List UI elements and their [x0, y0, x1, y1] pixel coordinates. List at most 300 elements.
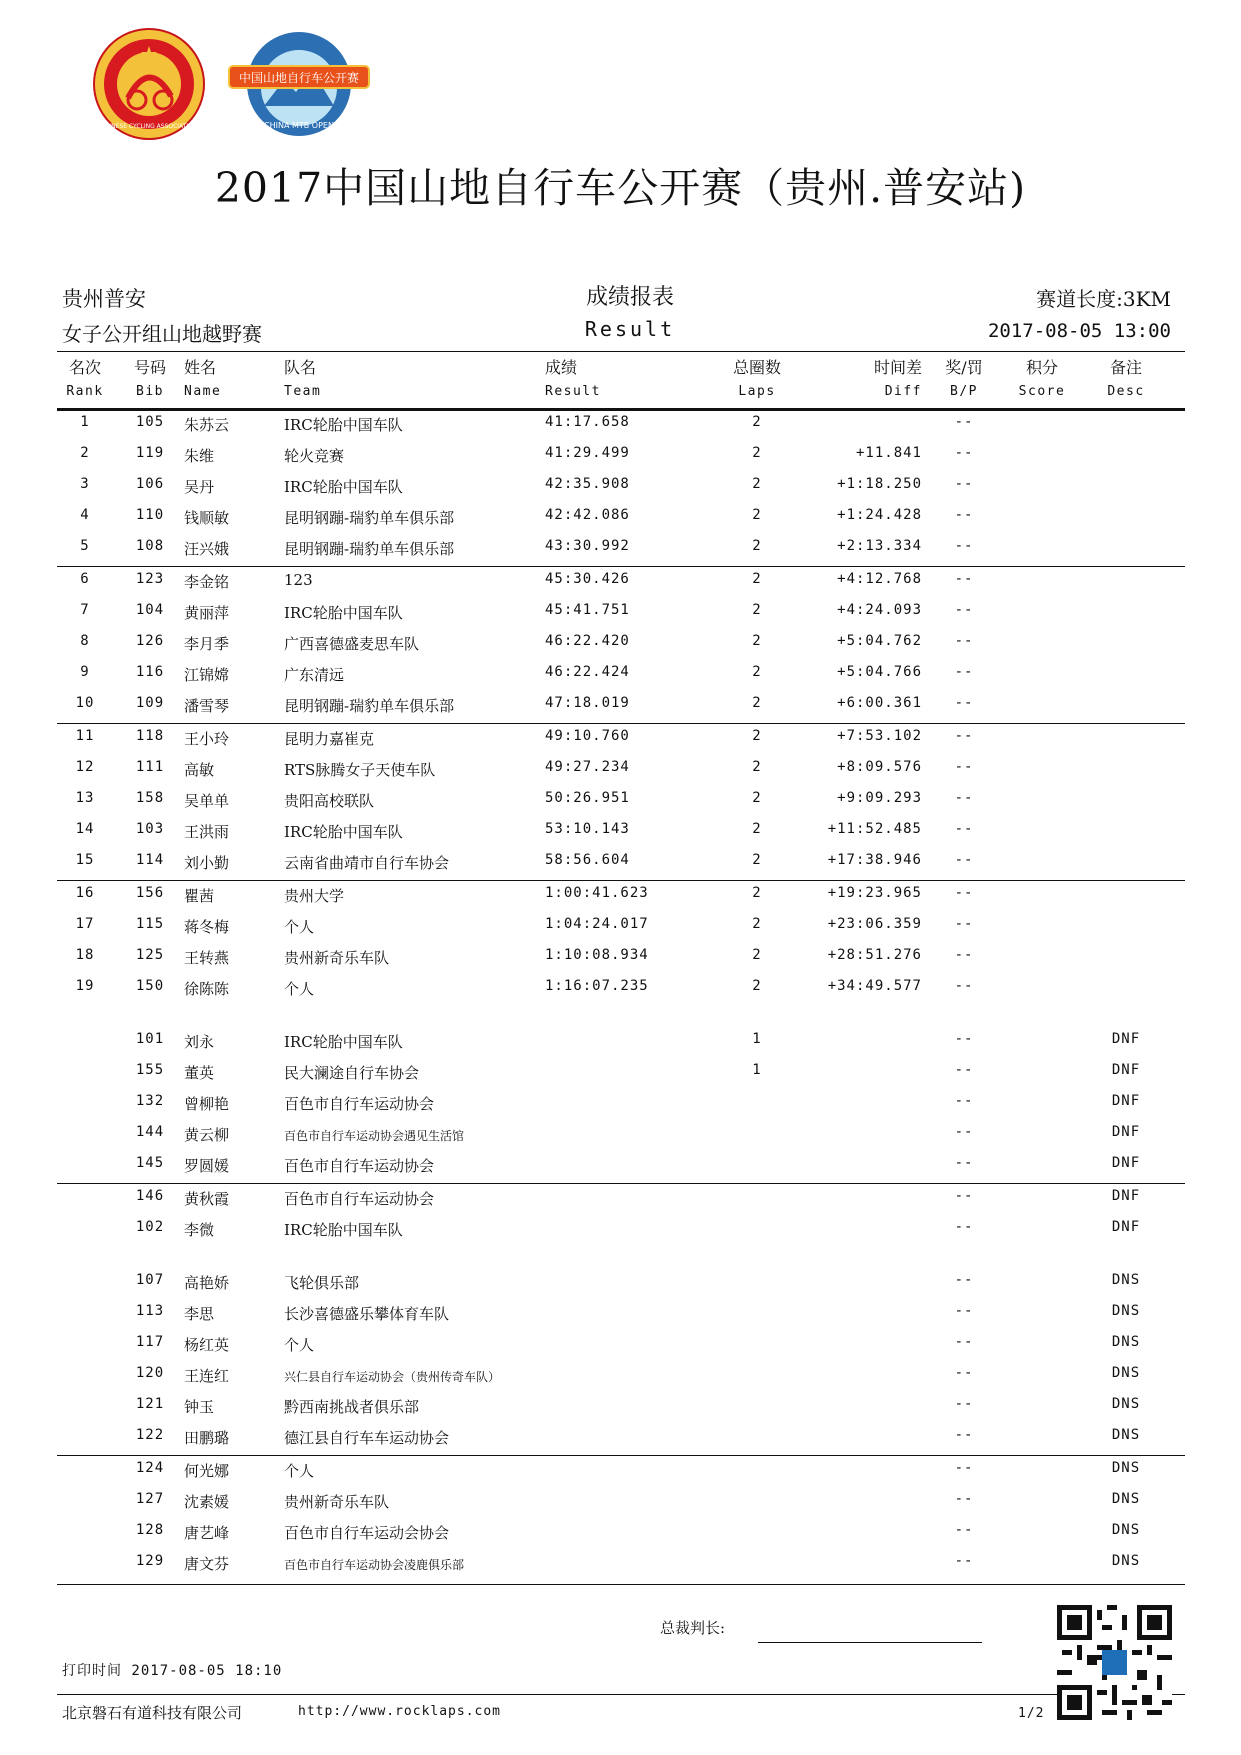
cell-laps: 2	[752, 728, 762, 744]
cell-result: 43:30.992	[545, 538, 630, 554]
table-row	[0, 1215, 1241, 1246]
cell-team: 长沙喜德盛乐攀体育车队	[284, 1305, 450, 1323]
cell-bp: --	[954, 759, 974, 775]
cell-bib: 104	[135, 602, 165, 618]
cell-bp: --	[954, 852, 974, 868]
cell-desc: DNS	[1111, 1272, 1141, 1288]
cell-laps: 2	[752, 885, 762, 901]
cell-team: 贵州新奇乐车队	[284, 949, 390, 967]
cell-diff: +4:12.768	[837, 571, 922, 587]
cell-name: 吴丹	[184, 478, 215, 496]
table-row	[0, 410, 1241, 441]
cell-desc: DNF	[1111, 1219, 1141, 1235]
cell-bib: 132	[135, 1093, 165, 1109]
cell-result: 42:35.908	[545, 476, 630, 492]
cell-rank: 9	[80, 664, 90, 680]
cell-result: 46:22.424	[545, 664, 630, 680]
cell-diff: +5:04.762	[837, 633, 922, 649]
cell-rank: 16	[75, 885, 95, 901]
cell-result: 1:04:24.017	[545, 916, 649, 932]
cell-name: 杨红英	[184, 1336, 230, 1354]
cell-bp: --	[954, 1219, 974, 1235]
cell-laps: 2	[752, 633, 762, 649]
cell-rank: 1	[80, 414, 90, 430]
cell-bp: --	[954, 1522, 974, 1538]
chief-judge-label: 总裁判长:	[660, 1619, 726, 1637]
cell-bp: --	[954, 916, 974, 932]
cell-bp: --	[954, 1188, 974, 1204]
cell-bib: 121	[135, 1396, 165, 1412]
cell-bib: 126	[135, 633, 165, 649]
cell-bib: 118	[135, 728, 165, 744]
column-header-diff-en: Diff	[884, 384, 922, 399]
cell-diff: +4:24.093	[837, 602, 922, 618]
cell-desc: DNF	[1111, 1124, 1141, 1140]
cell-name: 李月季	[184, 635, 230, 653]
cell-bp: --	[954, 414, 974, 430]
cell-bib: 108	[135, 538, 165, 554]
cell-bib: 125	[135, 947, 165, 963]
cell-name: 钟玉	[184, 1398, 215, 1416]
cell-bp: --	[954, 1334, 974, 1350]
cell-bp: --	[954, 1062, 974, 1078]
column-header-rank-cn: 名次	[68, 358, 101, 377]
cell-desc: DNS	[1111, 1460, 1141, 1476]
cell-team: IRC轮胎中国车队	[284, 416, 403, 434]
cell-name: 曾柳艳	[184, 1095, 230, 1113]
cell-bp: --	[954, 947, 974, 963]
cell-desc: DNF	[1111, 1031, 1141, 1047]
cell-rank: 18	[75, 947, 95, 963]
table-row	[0, 943, 1241, 974]
cell-result: 1:16:07.235	[545, 978, 649, 994]
cell-diff: +1:18.250	[837, 476, 922, 492]
cell-name: 刘小勤	[184, 854, 230, 872]
cell-name: 王小玲	[184, 730, 230, 748]
table-row	[0, 1549, 1241, 1580]
cell-bib: 120	[135, 1365, 165, 1381]
cell-laps: 2	[752, 790, 762, 806]
cell-result: 41:17.658	[545, 414, 630, 430]
cell-team: 个人	[284, 980, 315, 998]
logo-left-text: CHINESE CYCLING ASSOCIATION	[100, 123, 198, 130]
cell-name: 蒋冬梅	[184, 918, 230, 936]
cell-rank: 10	[75, 695, 95, 711]
column-header-team-cn: 队名	[284, 358, 317, 377]
cell-rank: 15	[75, 852, 95, 868]
cell-name: 吴单单	[184, 792, 230, 810]
cell-name: 朱苏云	[184, 416, 230, 434]
cell-team: 兴仁县自行车运动协会（贵州传奇车队）	[284, 1370, 501, 1384]
cell-desc: DNS	[1111, 1427, 1141, 1443]
table-row	[0, 817, 1241, 848]
page-title: 2017中国山地自行车公开赛（贵州.普安站)	[214, 164, 1027, 212]
cell-name: 李金铭	[184, 573, 230, 591]
report-title-en: Result	[584, 317, 676, 341]
cell-name: 高艳娇	[184, 1274, 230, 1292]
cell-team: 云南省曲靖市自行车协会	[284, 854, 450, 872]
cell-laps: 2	[752, 571, 762, 587]
cell-laps: 1	[752, 1031, 762, 1047]
cell-diff: +2:13.334	[837, 538, 922, 554]
cell-laps: 2	[752, 445, 762, 461]
cell-bp: --	[954, 1491, 974, 1507]
cell-rank: 8	[80, 633, 90, 649]
cell-bp: --	[954, 538, 974, 554]
cell-laps: 1	[752, 1062, 762, 1078]
table-row	[0, 472, 1241, 503]
cell-team: 昆明钢蹦-瑞豹单车俱乐部	[284, 540, 455, 558]
cell-team: 个人	[284, 918, 315, 936]
cell-bp: --	[954, 885, 974, 901]
cell-diff: +17:38.946	[827, 852, 922, 868]
cell-bp: --	[954, 507, 974, 523]
cell-rank: 5	[80, 538, 90, 554]
cell-desc: DNS	[1111, 1522, 1141, 1538]
cell-rank: 12	[75, 759, 95, 775]
cell-bib: 123	[135, 571, 165, 587]
cell-desc: DNS	[1111, 1553, 1141, 1569]
cell-team: IRC轮胎中国车队	[284, 604, 403, 622]
cell-bib: 105	[135, 414, 165, 430]
cell-laps: 2	[752, 538, 762, 554]
table-row	[0, 1151, 1241, 1182]
cell-laps: 2	[752, 602, 762, 618]
cell-result: 45:41.751	[545, 602, 630, 618]
cell-rank: 3	[80, 476, 90, 492]
cell-team: 个人	[284, 1336, 315, 1354]
cell-result: 49:10.760	[545, 728, 630, 744]
cell-diff: +6:00.361	[837, 695, 922, 711]
cell-rank: 19	[75, 978, 95, 994]
cell-bib: 122	[135, 1427, 165, 1443]
event-location: 贵州普安	[62, 287, 146, 311]
cell-bib: 129	[135, 1553, 165, 1569]
cell-name: 王连红	[184, 1367, 230, 1385]
cell-bp: --	[954, 1365, 974, 1381]
cell-result: 1:00:41.623	[545, 885, 649, 901]
table-row	[0, 660, 1241, 691]
table-row	[0, 1184, 1241, 1215]
website-link[interactable]: http://www.rocklaps.com	[298, 1704, 502, 1719]
table-row	[0, 1330, 1241, 1361]
column-header-desc-en: Desc	[1107, 384, 1145, 399]
cell-laps: 2	[752, 414, 762, 430]
cell-bib: 144	[135, 1124, 165, 1140]
cell-team: 百色市自行车运动协会	[284, 1157, 435, 1175]
cell-bib: 110	[135, 507, 165, 523]
cell-team: IRC轮胎中国车队	[284, 1221, 403, 1239]
cell-bp: --	[954, 1093, 974, 1109]
cell-bib: 155	[135, 1062, 165, 1078]
cell-team: 贵阳高校联队	[284, 792, 375, 810]
cell-diff: +28:51.276	[827, 947, 922, 963]
cell-bib: 145	[135, 1155, 165, 1171]
cell-laps: 2	[752, 759, 762, 775]
cell-team: IRC轮胎中国车队	[284, 478, 403, 496]
cell-rank: 14	[75, 821, 95, 837]
cell-team: 轮火竞赛	[284, 447, 345, 465]
cell-laps: 2	[752, 947, 762, 963]
column-header-bib-cn: 号码	[133, 358, 166, 377]
column-header-result-en: Result	[545, 384, 601, 399]
table-row	[0, 974, 1241, 1005]
cell-laps: 2	[752, 695, 762, 711]
column-header-bib-en: Bib	[136, 384, 164, 399]
cell-desc: DNF	[1111, 1155, 1141, 1171]
table-row	[0, 1392, 1241, 1423]
cell-rank: 13	[75, 790, 95, 806]
logo-right-text: 中国山地自行车公开赛	[238, 71, 360, 85]
table-bottom-rule	[57, 1584, 1185, 1585]
cell-diff: +5:04.766	[837, 664, 922, 680]
column-header-bp-en: B/P	[950, 384, 978, 399]
cell-bp: --	[954, 1155, 974, 1171]
column-header-laps-cn: 总圈数	[732, 358, 781, 377]
cell-team: 昆明钢蹦-瑞豹单车俱乐部	[284, 509, 455, 527]
cell-diff: +34:49.577	[827, 978, 922, 994]
cell-name: 高敏	[184, 761, 215, 779]
cell-rank: 17	[75, 916, 95, 932]
table-row	[0, 1423, 1241, 1454]
cell-rank: 7	[80, 602, 90, 618]
cell-desc: DNF	[1111, 1093, 1141, 1109]
cell-bib: 113	[135, 1303, 165, 1319]
cell-team: 百色市自行车运动协会遇见生活馆	[284, 1129, 465, 1143]
table-top-rule	[57, 351, 1185, 352]
cell-name: 董英	[184, 1064, 215, 1082]
cell-bib: 128	[135, 1522, 165, 1538]
table-row	[0, 1268, 1241, 1299]
table-row	[0, 503, 1241, 534]
cell-desc: DNS	[1111, 1334, 1141, 1350]
cell-bib: 117	[135, 1334, 165, 1350]
cell-team: 百色市自行车运动协会	[284, 1190, 435, 1208]
cell-bp: --	[954, 1553, 974, 1569]
cell-bp: --	[954, 1031, 974, 1047]
cell-team: 广东清远	[284, 666, 345, 684]
cell-diff: +8:09.576	[837, 759, 922, 775]
column-header-score-cn: 积分	[1025, 358, 1058, 377]
cell-name: 罗圆媛	[184, 1157, 230, 1175]
cell-bp: --	[954, 445, 974, 461]
cell-bp: --	[954, 695, 974, 711]
cell-desc: DNF	[1111, 1062, 1141, 1078]
cell-name: 沈素媛	[184, 1493, 230, 1511]
cell-bp: --	[954, 1396, 974, 1412]
table-row	[0, 724, 1241, 755]
cell-team: 广西喜德盛麦思车队	[284, 635, 420, 653]
cell-bib: 158	[135, 790, 165, 806]
cell-name: 朱维	[184, 447, 215, 465]
cell-team: 百色市自行车运动协会	[284, 1095, 435, 1113]
cell-name: 徐陈陈	[184, 980, 230, 998]
cell-name: 王转燕	[184, 949, 230, 967]
cell-bp: --	[954, 790, 974, 806]
table-row	[0, 567, 1241, 598]
cell-rank: 11	[75, 728, 95, 744]
cell-name: 李思	[184, 1305, 215, 1323]
cell-bib: 127	[135, 1491, 165, 1507]
table-row	[0, 629, 1241, 660]
cell-bp: --	[954, 821, 974, 837]
cell-name: 何光娜	[184, 1462, 230, 1480]
cell-name: 江锦嫦	[184, 666, 230, 684]
cell-team: 百色市自行车运动协会凌鹿俱乐部	[284, 1558, 465, 1572]
cell-name: 汪兴娥	[184, 540, 230, 558]
cell-laps: 2	[752, 852, 762, 868]
cell-diff: +7:53.102	[837, 728, 922, 744]
cell-bib: 156	[135, 885, 165, 901]
table-row	[0, 1120, 1241, 1151]
cell-name: 黄秋霞	[184, 1190, 230, 1208]
column-header-team-en: Team	[284, 384, 322, 399]
column-header-name-en: Name	[184, 384, 222, 399]
column-header-score-en: Score	[1018, 384, 1066, 399]
column-header-desc-cn: 备注	[1109, 358, 1142, 377]
cell-bib: 109	[135, 695, 165, 711]
logo-right-subtext: CHINA MTB OPEN	[264, 121, 334, 130]
cell-bp: --	[954, 571, 974, 587]
cell-name: 李微	[184, 1221, 215, 1239]
cell-team: 黔西南挑战者俱乐部	[284, 1398, 420, 1416]
print-time: 打印时间 2017-08-05 18:10	[62, 1663, 283, 1679]
cell-bib: 106	[135, 476, 165, 492]
cell-name: 田鹏璐	[184, 1429, 230, 1447]
cell-bib: 114	[135, 852, 165, 868]
cell-bp: --	[954, 1124, 974, 1140]
company-name: 北京磐石有道科技有限公司	[62, 1704, 243, 1722]
cell-team: RTS脉腾女子天使车队	[284, 761, 436, 779]
cell-name: 黄丽萍	[184, 604, 230, 622]
cell-team: 昆明钢蹦-瑞豹单车俱乐部	[284, 697, 455, 715]
table-row	[0, 881, 1241, 912]
table-row	[0, 1058, 1241, 1089]
cell-desc: DNS	[1111, 1365, 1141, 1381]
column-header-bp-cn: 奖/罚	[945, 358, 983, 377]
cell-desc: DNS	[1111, 1491, 1141, 1507]
cell-name: 刘永	[184, 1033, 215, 1051]
cell-result: 53:10.143	[545, 821, 630, 837]
table-row	[0, 1487, 1241, 1518]
cell-name: 黄云柳	[184, 1126, 230, 1144]
table-row	[0, 1089, 1241, 1120]
event-category: 女子公开组山地越野赛	[62, 322, 262, 346]
cell-result: 45:30.426	[545, 571, 630, 587]
cell-bp: --	[954, 728, 974, 744]
table-row	[0, 1299, 1241, 1330]
page-number: 1/2	[1018, 1706, 1045, 1721]
cell-desc: DNS	[1111, 1396, 1141, 1412]
cell-diff: +19:23.965	[827, 885, 922, 901]
cell-team: 贵州新奇乐车队	[284, 1493, 390, 1511]
table-row	[0, 1518, 1241, 1549]
cell-name: 潘雪琴	[184, 697, 230, 715]
event-datetime: 2017-08-05 13:00	[987, 320, 1171, 342]
cell-laps: 2	[752, 916, 762, 932]
cell-result: 50:26.951	[545, 790, 630, 806]
table-row	[0, 691, 1241, 722]
cell-bib: 150	[135, 978, 165, 994]
qr-code-icon	[1057, 1605, 1172, 1720]
cell-result: 47:18.019	[545, 695, 630, 711]
table-row	[0, 755, 1241, 786]
table-row	[0, 848, 1241, 879]
chinese-cycling-association-logo	[93, 28, 205, 140]
cell-name: 王洪雨	[184, 823, 230, 841]
cell-result: 49:27.234	[545, 759, 630, 775]
cell-rank: 4	[80, 507, 90, 523]
cell-result: 46:22.420	[545, 633, 630, 649]
cell-bp: --	[954, 602, 974, 618]
cell-diff: +11:52.485	[827, 821, 922, 837]
cell-team: 德江县自行车车运动协会	[284, 1429, 450, 1447]
cell-team: 贵州大学	[284, 887, 345, 905]
cell-diff: +11.841	[855, 445, 922, 461]
table-row	[0, 912, 1241, 943]
cell-team: 民大澜途自行车协会	[284, 1064, 420, 1082]
cell-desc: DNF	[1111, 1188, 1141, 1204]
table-row	[0, 534, 1241, 565]
cell-bib: 119	[135, 445, 165, 461]
cell-bp: --	[954, 1460, 974, 1476]
cell-team: IRC轮胎中国车队	[284, 823, 403, 841]
cell-name: 唐文芬	[184, 1555, 230, 1573]
cell-bp: --	[954, 1427, 974, 1443]
cell-team: 飞轮俱乐部	[284, 1274, 360, 1292]
course-length: 赛道长度:3KM	[1036, 287, 1171, 311]
cell-result: 1:10:08.934	[545, 947, 649, 963]
cell-team: IRC轮胎中国车队	[284, 1033, 403, 1051]
cell-team: 百色市自行车运动会协会	[284, 1524, 450, 1542]
cell-team: 个人	[284, 1462, 315, 1480]
table-row	[0, 598, 1241, 629]
cell-bp: --	[954, 633, 974, 649]
cell-laps: 2	[752, 664, 762, 680]
cell-bp: --	[954, 978, 974, 994]
cell-bib: 115	[135, 916, 165, 932]
cell-name: 瞿茜	[184, 887, 215, 905]
cell-result: 42:42.086	[545, 507, 630, 523]
column-header-rank-en: Rank	[66, 384, 104, 399]
table-row	[0, 441, 1241, 472]
cell-rank: 2	[80, 445, 90, 461]
cell-laps: 2	[752, 821, 762, 837]
cell-bib: 107	[135, 1272, 165, 1288]
cell-result: 58:56.604	[545, 852, 630, 868]
cell-laps: 2	[752, 507, 762, 523]
cell-diff: +1:24.428	[837, 507, 922, 523]
cell-laps: 2	[752, 476, 762, 492]
cell-bp: --	[954, 476, 974, 492]
column-header-result-cn: 成绩	[545, 358, 578, 377]
china-mtb-open-logo	[224, 28, 374, 140]
column-header-diff-cn: 时间差	[873, 358, 922, 377]
cell-laps: 2	[752, 978, 762, 994]
cell-bib: 146	[135, 1188, 165, 1204]
table-row	[0, 786, 1241, 817]
cell-bib: 124	[135, 1460, 165, 1476]
cell-name: 钱顺敏	[184, 509, 230, 527]
cell-desc: DNS	[1111, 1303, 1141, 1319]
cell-name: 唐艺峰	[184, 1524, 230, 1542]
report-title-cn: 成绩报表	[585, 285, 674, 310]
cell-rank: 6	[80, 571, 90, 587]
cell-bib: 103	[135, 821, 165, 837]
cell-bib: 102	[135, 1219, 165, 1235]
footer-rule	[57, 1694, 1185, 1695]
signature-line	[758, 1642, 982, 1643]
